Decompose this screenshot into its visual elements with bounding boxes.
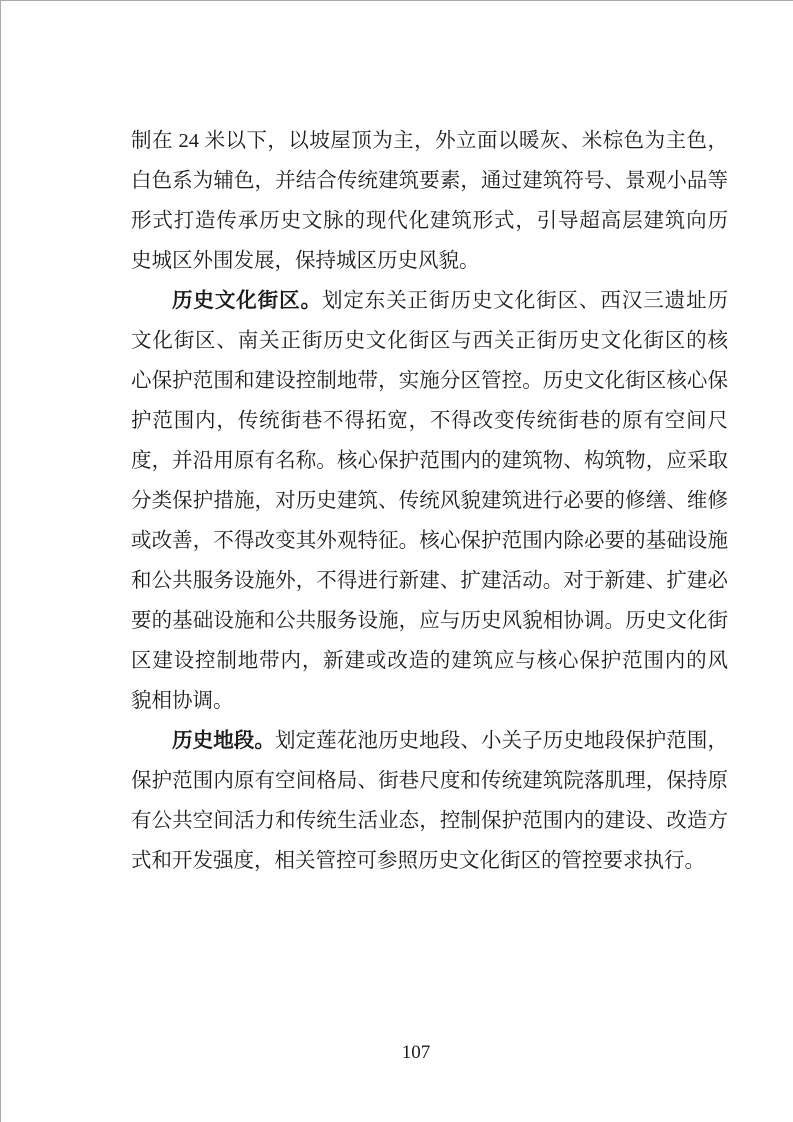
- text-line: 分类保护措施，对历史建筑、传统风貌建筑进行必要的修缮、维修: [131, 490, 728, 512]
- text-line: 和公共服务设施外，不得进行新建、扩建活动。对于新建、扩建必: [131, 570, 728, 592]
- text-line: 区建设控制地带内，新建或改造的建筑应与核心保护范围内的风: [131, 650, 728, 672]
- para-historic-areas: [131, 721, 728, 881]
- text-line: 心保护范围和建设控制地带，实施分区管控。历史文化街区核心保: [131, 370, 728, 392]
- text-line: 形式打造传承历史文脉的现代化建筑形式，引导超高层建筑向历: [131, 210, 728, 232]
- text-line: 护范围内，传统街巷不得拓宽，不得改变传统街巷的原有空间尺: [131, 410, 728, 432]
- text-line: 有公共空间活力和传统生活业态，控制保护范围内的建设、改造方: [131, 810, 728, 832]
- page-number: 107: [401, 1042, 431, 1063]
- text-line: 貌相协调。: [131, 690, 234, 712]
- text-line: 史城区外围发展，保持城区历史风貌。: [131, 250, 480, 272]
- text-line: 式和开发强度，相关管控可参照历史文化街区的管控要求执行。: [131, 850, 705, 872]
- para-historic-cultural-districts: [131, 281, 728, 721]
- paragraph-lead-label: 历史地段。: [172, 730, 275, 752]
- text-line: 度，并沿用原有名称。核心保护范围内的建筑物、构筑物，应采取: [131, 450, 728, 472]
- text-line: 要的基础设施和公共服务设施，应与历史风貌相协调。历史文化街: [131, 610, 728, 632]
- para-building-height-control-continuation: [131, 121, 728, 281]
- text-line: 文化街区、南关正街历史文化街区与西关正街历史文化街区的核: [131, 330, 728, 352]
- text-line: 白色系为辅色，并结合传统建筑要素，通过建筑符号、景观小品等: [131, 170, 728, 192]
- text-line: 历史地段。划定莲花池历史地段、小关子历史地段保护范围，: [172, 730, 729, 752]
- text-line: 保护范围内原有空间格局、街巷尺度和传统建筑院落肌理，保持原: [131, 770, 728, 792]
- paragraph-lead-label: 历史文化街区。: [172, 290, 322, 312]
- text-line: 或改善，不得改变其外观特征。核心保护范围内除必要的基础设施: [131, 530, 728, 552]
- text-line: 制在 24 米以下，以坡屋顶为主，外立面以暖灰、米棕色为主色，: [131, 130, 728, 152]
- text-line: 历史文化街区。划定东关正街历史文化街区、西汉三遗址历: [172, 290, 729, 312]
- body-text: [131, 121, 728, 881]
